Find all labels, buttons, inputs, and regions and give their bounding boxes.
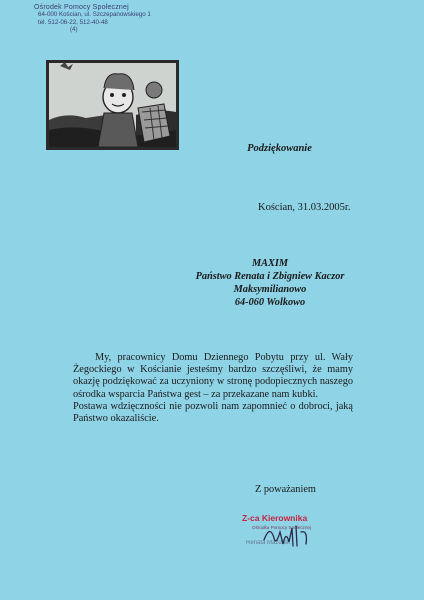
recipient-postal: 64-060 Wolkowo bbox=[234, 297, 306, 308]
letter-date: Kościan, 31.03.2005r. bbox=[258, 202, 351, 213]
signature-stamp-name: Renata Mazurek bbox=[246, 540, 291, 546]
institution-stamp bbox=[30, 4, 160, 34]
closing-phrase: Z poważaniem bbox=[255, 484, 316, 495]
recipient-name: MAXIM bbox=[251, 258, 289, 269]
body-paragraph-2: Postawa wdzięczności nie pozwoli nam zapomnieć o dobroci, jaką Państwo okazaliście. bbox=[73, 400, 353, 425]
body-paragraph-1: My, pracownicy Domu Dziennego Pobytu przy ul. Wały Żegockiego w Kościanie jesteśmy bardzo szczęśliwi, że mamy okazję podziękować za uczyniony w stronę podopiecznych naszego ośrodka wsparcia Państwa gest – za przekazane nam kubki. bbox=[73, 352, 353, 400]
letter-title: Podziękowanie bbox=[247, 143, 312, 154]
stamp-line-1: Ośrodek Pomocy Społecznej bbox=[34, 4, 129, 11]
signature-stamp-title: Z-ca Kierownika bbox=[242, 513, 308, 523]
letter-body bbox=[73, 352, 353, 425]
signature-stamp-subtitle: Ośrodka Pomocy Społecznej bbox=[252, 525, 311, 530]
handwritten-signature bbox=[256, 518, 316, 552]
stamp-line-3: tel. 512-06-22, 512-40-48 bbox=[38, 18, 108, 26]
recipient-place: Maksymilianowo bbox=[233, 284, 307, 295]
stamp-line-4: (4) bbox=[70, 26, 78, 34]
signature-stamp bbox=[236, 513, 346, 553]
recipient-owners: Państwo Renata i Zbigniew Kaczor bbox=[195, 271, 345, 282]
stamp-line-2: 64-000 Kościan, ul. Szczepanowskiego 1 bbox=[38, 11, 151, 19]
child-drawing-image bbox=[46, 60, 179, 150]
recipient-address bbox=[160, 257, 380, 309]
